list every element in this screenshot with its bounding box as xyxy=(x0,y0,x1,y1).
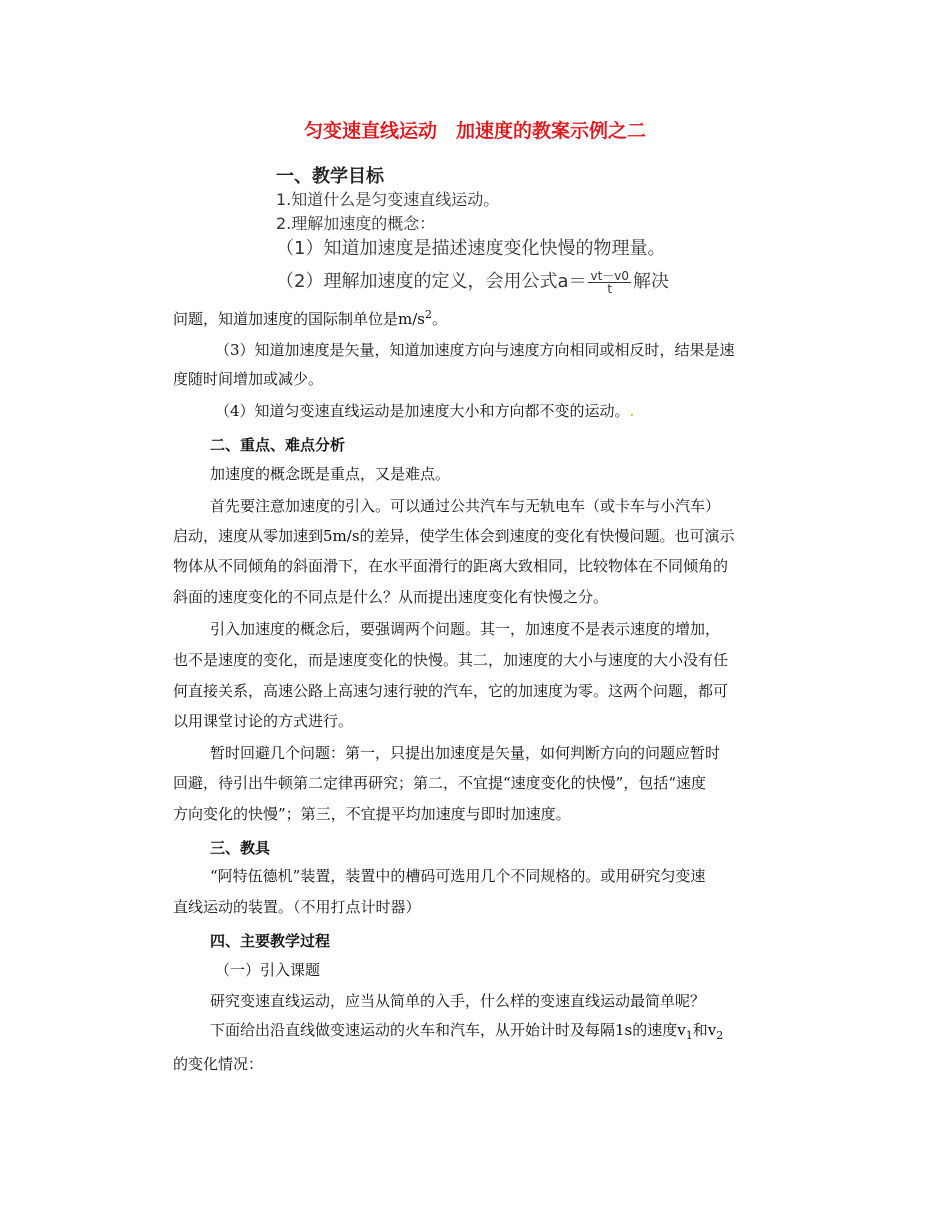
speed-text: 下面给出沿直线做变速运动的火车和汽车，从开始计时及每隔1s的速度v xyxy=(210,1021,686,1039)
section2-paragraph-2-line4: 斜面的速度变化的不同点是什么？从而提出速度变化有快慢之分。 xyxy=(173,588,609,606)
formula-denominator: t xyxy=(607,281,613,296)
page-title: 匀变速直线运动 加速度的教案示例之二 xyxy=(303,120,646,142)
section2-paragraph-4-line1: 暂时回避几个问题：第一，只提出加速度是矢量，如何判断方向的问题应暂时 xyxy=(210,744,721,762)
objective-sub-2-suffix: 解决 xyxy=(633,271,670,292)
objective-sub-3-line1: （3）知道加速度是矢量，知道加速度方向与速度方向相同或相反时，结果是速 xyxy=(215,341,735,359)
section2-paragraph-3-line3: 何直接关系，高速公路上高速匀速行驶的汽车，它的加速度为零。这两个问题，都可 xyxy=(173,682,729,700)
section2-paragraph-2-line1: 首先要注意加速度的引入。可以通过公共汽车与无轨电车（或卡车与小汽车） xyxy=(210,497,721,515)
section2-paragraph-2-line3: 物体从不同倾角的斜面滑下，在水平面滑行的距离大致相同，比较物体在不同倾角的 xyxy=(173,557,729,575)
unit-text: 问题，知道加速度的国际制单位是m/s xyxy=(173,310,425,328)
section2-paragraph-4-line2: 回避，待引出牛顿第二定律再研究；第二，不宜提“速度变化的快慢”，包括“速度 xyxy=(173,774,707,792)
section4-paragraph-2-line1 xyxy=(210,1022,723,1044)
section1-heading: 一、教学目标 xyxy=(276,166,384,187)
objective-sub-2-continued xyxy=(173,306,447,328)
section2-paragraph-4-line3: 方向变化的快慢”；第三，不宜提平均加速度与即时加速度。 xyxy=(173,805,571,823)
v1-subscript: 1 xyxy=(685,1029,693,1042)
objective-sub-4-text: （4）知道匀变速直线运动是加速度大小和方向都不变的运动。 xyxy=(215,402,630,420)
section2-heading: 二、重点、难点分析 xyxy=(210,436,346,454)
unit-exponent: 2 xyxy=(424,308,432,321)
objective-sub-4 xyxy=(215,403,634,420)
section2-paragraph-3-line2: 也不是速度的变化，而是速度变化的快慢。其二，加速度的大小与速度的大小没有任 xyxy=(173,651,729,669)
section4-heading: 四、主要教学过程 xyxy=(210,932,331,950)
yellow-dot-icon: . xyxy=(629,402,635,420)
and-v-text: 和v xyxy=(692,1021,717,1039)
v2-subscript: 2 xyxy=(716,1029,724,1042)
acceleration-formula xyxy=(588,270,631,295)
section3-heading: 三、教具 xyxy=(210,839,271,857)
section4-subheading-1: （一）引入课题 xyxy=(215,961,321,979)
section2-paragraph-1: 加速度的概念既是重点，又是难点。 xyxy=(210,465,451,483)
formula-numerator: vt－v0 xyxy=(590,268,630,283)
objective-item-2: 2.理解加速度的概念： xyxy=(276,214,436,233)
section4-paragraph-1: 研究变速直线运动，应当从简单的入手，什么样的变速直线运动最简单呢？ xyxy=(210,992,706,1010)
objective-sub-2-prefix: （2）理解加速度的定义，会用公式a＝ xyxy=(276,271,587,292)
section4-paragraph-2-line2: 的变化情况： xyxy=(173,1055,264,1073)
objective-item-1: 1.知道什么是匀变速直线运动。 xyxy=(276,190,500,209)
section3-paragraph-line1: “阿特伍德机”装置，装置中的槽码可选用几个不同规格的。或用研究匀变速 xyxy=(210,867,706,885)
objective-sub-3-line2: 度随时间增加或减少。 xyxy=(173,370,324,388)
objective-sub-2 xyxy=(276,267,669,295)
section2-paragraph-3-line4: 以用课堂讨论的方式进行。 xyxy=(173,712,354,730)
unit-end: 。 xyxy=(431,310,447,328)
section3-paragraph-line2: 直线运动的装置。（不用打点计时器） xyxy=(173,898,421,916)
objective-sub-1: （1）知道加速度是描述速度变化快慢的物理量。 xyxy=(276,238,666,259)
section2-paragraph-2-line2: 启动，速度从零加速到5m/s的差异，使学生体会到速度的变化有快慢问题。也可演示 xyxy=(173,527,735,545)
section2-paragraph-3-line1: 引入加速度的概念后，要强调两个问题。其一，加速度不是表示速度的增加， xyxy=(210,620,721,638)
